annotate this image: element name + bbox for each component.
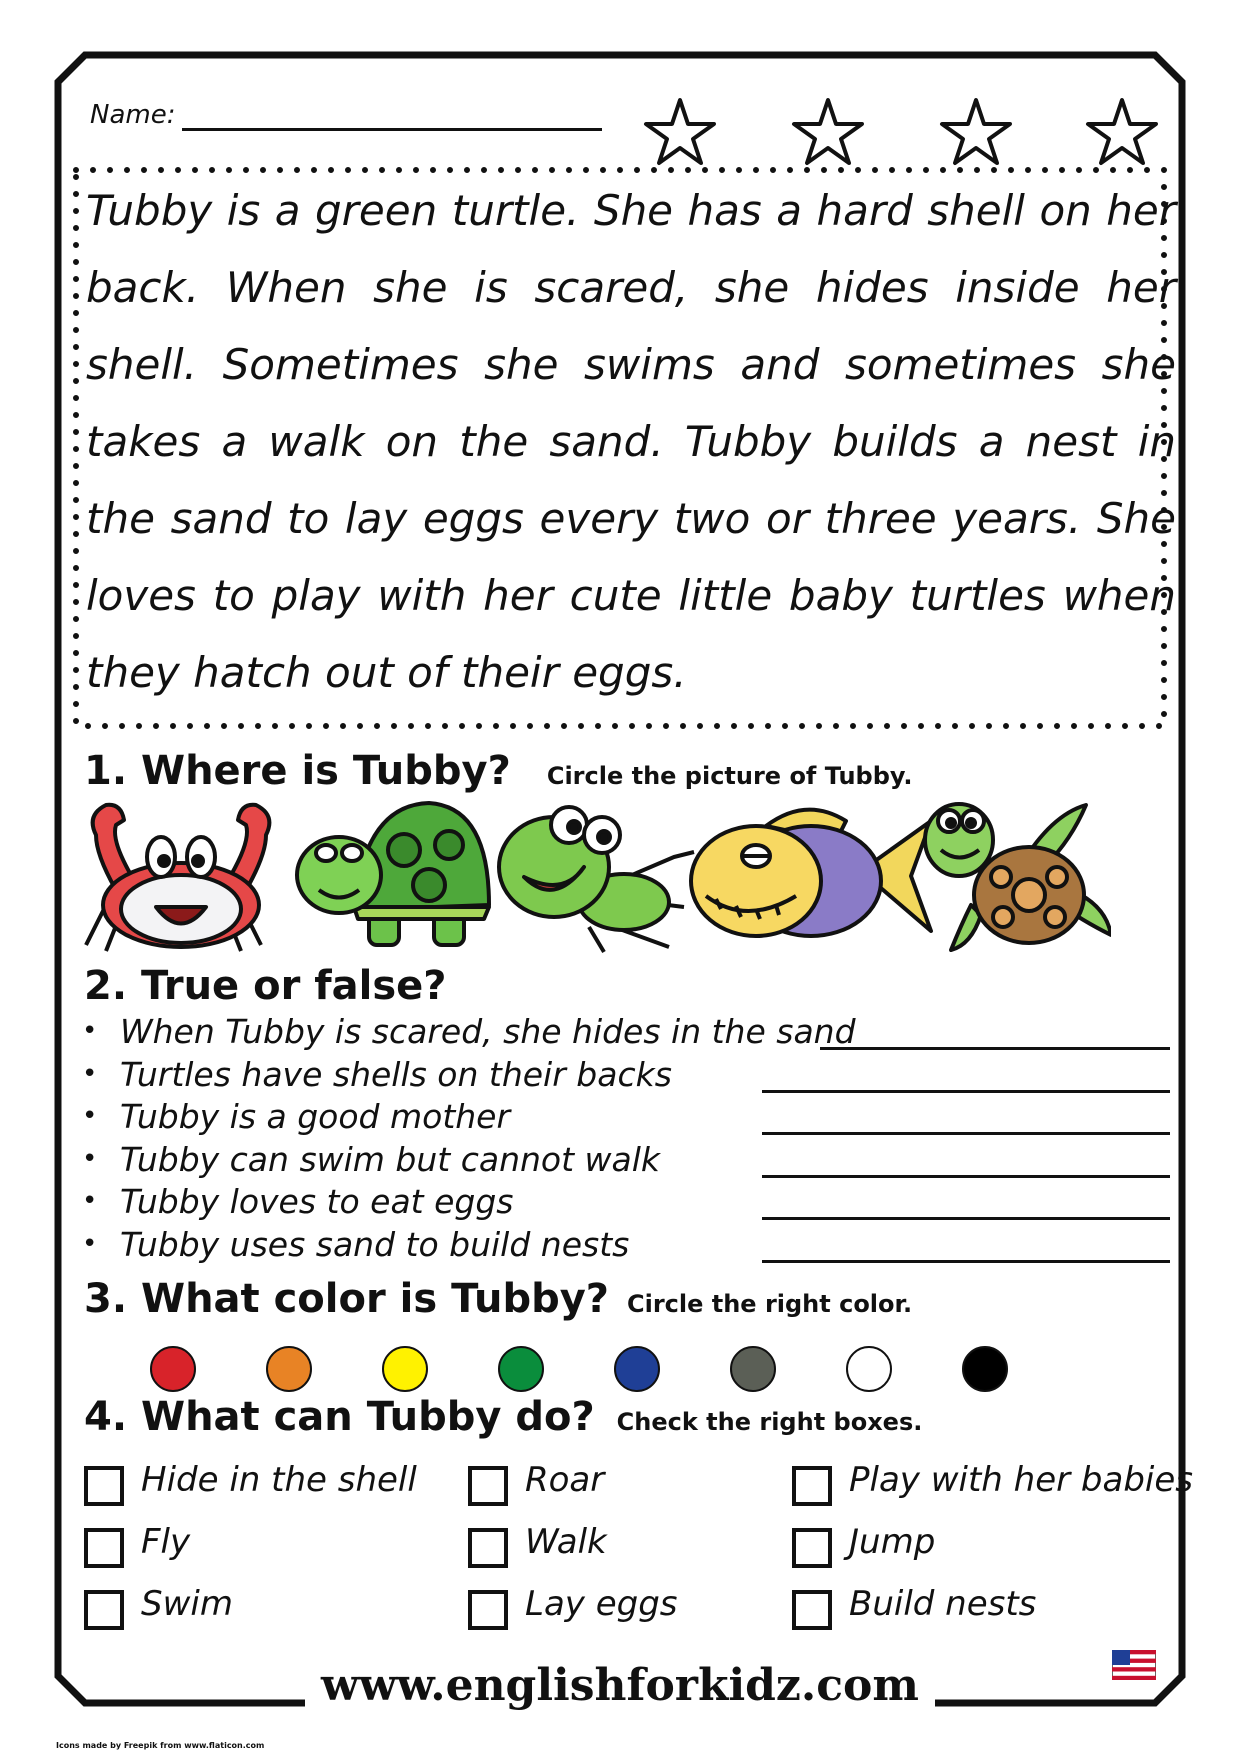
answer-line[interactable] bbox=[762, 1260, 1170, 1263]
story-passage bbox=[86, 172, 1176, 722]
statement-text: Tubby is a good mother bbox=[120, 1097, 511, 1136]
checkbox[interactable] bbox=[468, 1590, 508, 1630]
name-label: Name: bbox=[90, 100, 176, 130]
checkbox[interactable] bbox=[792, 1466, 832, 1506]
story-text: Tubby is a green turtle. She has a hard shell on her back. When she is scared, she hides inside her shell. Sometimes she swims and sometimes she takes a walk on the sand. Tubby builds a nest in the sand to lay eggs every two or three years. She loves to play with her cute little baby turtles when they hatch out of their eggs. bbox=[86, 186, 1176, 697]
list-item bbox=[82, 1225, 1172, 1268]
answer-line[interactable] bbox=[762, 1090, 1170, 1093]
icon-credit: Icons made by Freepik from www.flaticon.com bbox=[56, 1741, 265, 1750]
answer-line[interactable] bbox=[762, 1175, 1170, 1178]
checkbox-label: Build nests bbox=[849, 1584, 1037, 1624]
bullet-icon: • bbox=[82, 1228, 98, 1259]
star-icon[interactable] bbox=[794, 100, 862, 163]
checkbox-label: Hide in the shell bbox=[141, 1460, 417, 1500]
question-1-instruction: Circle the picture of Tubby. bbox=[546, 762, 913, 790]
crab-icon[interactable] bbox=[76, 795, 286, 955]
color-dot-white[interactable] bbox=[846, 1346, 892, 1392]
color-dot-yellow[interactable] bbox=[382, 1346, 428, 1392]
bullet-icon: • bbox=[82, 1143, 98, 1174]
question-1-heading bbox=[84, 748, 912, 794]
sea-turtle-icon[interactable] bbox=[921, 795, 1111, 955]
color-dot-black[interactable] bbox=[962, 1346, 1008, 1392]
checkbox[interactable] bbox=[468, 1528, 508, 1568]
question-4-title: 4. What can Tubby do? bbox=[84, 1394, 595, 1440]
bullet-icon: • bbox=[82, 1186, 98, 1216]
checkbox-label: Swim bbox=[141, 1584, 233, 1624]
star-icon[interactable] bbox=[942, 100, 1010, 163]
bullet-icon: • bbox=[82, 1058, 98, 1089]
list-item bbox=[82, 1012, 1172, 1055]
list-item bbox=[82, 1055, 1172, 1098]
star-icon[interactable] bbox=[646, 100, 714, 163]
statement-text: Tubby can swim but cannot walk bbox=[120, 1139, 661, 1179]
checkbox-label: Play with her babies bbox=[849, 1460, 1193, 1500]
question-4-heading bbox=[84, 1394, 922, 1440]
checkbox[interactable] bbox=[468, 1466, 508, 1506]
color-dot-gray[interactable] bbox=[730, 1346, 776, 1392]
list-item bbox=[82, 1097, 1172, 1140]
checkbox-label: Walk bbox=[525, 1522, 607, 1562]
star-icon[interactable] bbox=[1088, 100, 1156, 163]
website-link[interactable]: www.englishforkidz.com bbox=[305, 1660, 935, 1711]
checkbox[interactable] bbox=[792, 1590, 832, 1630]
name-field[interactable] bbox=[182, 128, 602, 131]
bullet-icon: • bbox=[82, 1016, 98, 1046]
color-dot-red[interactable] bbox=[150, 1346, 196, 1392]
checkbox[interactable] bbox=[84, 1466, 124, 1506]
footer bbox=[0, 1660, 1240, 1711]
checkbox[interactable] bbox=[84, 1590, 124, 1630]
frog-icon[interactable] bbox=[494, 797, 704, 957]
answer-line[interactable] bbox=[762, 1217, 1170, 1220]
bullet-icon: • bbox=[82, 1101, 98, 1131]
color-dot-orange[interactable] bbox=[266, 1346, 312, 1392]
color-dot-blue[interactable] bbox=[614, 1346, 660, 1392]
question-4-instruction: Check the right boxes. bbox=[616, 1408, 923, 1436]
checkbox[interactable] bbox=[84, 1528, 124, 1568]
checkbox-label: Jump bbox=[849, 1522, 936, 1562]
statement-text: Turtles have shells on their backs bbox=[120, 1054, 672, 1094]
checkbox-label: Roar bbox=[525, 1460, 605, 1500]
answer-line[interactable] bbox=[762, 1132, 1170, 1135]
list-item bbox=[82, 1140, 1172, 1183]
fish-icon[interactable] bbox=[686, 801, 936, 951]
question-3-title: 3. What color is Tubby? bbox=[84, 1276, 609, 1322]
tortoise-icon[interactable] bbox=[294, 795, 494, 955]
list-item bbox=[82, 1182, 1172, 1225]
checkbox-label: Lay eggs bbox=[525, 1584, 678, 1624]
answer-line[interactable] bbox=[820, 1047, 1170, 1050]
checkbox-label: Fly bbox=[141, 1522, 191, 1562]
checkbox[interactable] bbox=[792, 1528, 832, 1568]
color-dot-green[interactable] bbox=[498, 1346, 544, 1392]
star-rating bbox=[640, 96, 1180, 166]
statement-text: Tubby uses sand to build nests bbox=[120, 1224, 630, 1264]
question-3-instruction: Circle the right color. bbox=[626, 1290, 913, 1318]
question-2-heading bbox=[84, 963, 446, 1009]
question-3-heading bbox=[84, 1276, 912, 1322]
statement-text: When Tubby is scared, she hides in the sand bbox=[120, 1012, 856, 1051]
true-false-list bbox=[82, 1012, 1172, 1267]
statement-text: Tubby loves to eat eggs bbox=[120, 1182, 514, 1221]
question-2-title: 2. True or false? bbox=[84, 963, 447, 1009]
question-1-title: 1. Where is Tubby? bbox=[84, 748, 511, 794]
